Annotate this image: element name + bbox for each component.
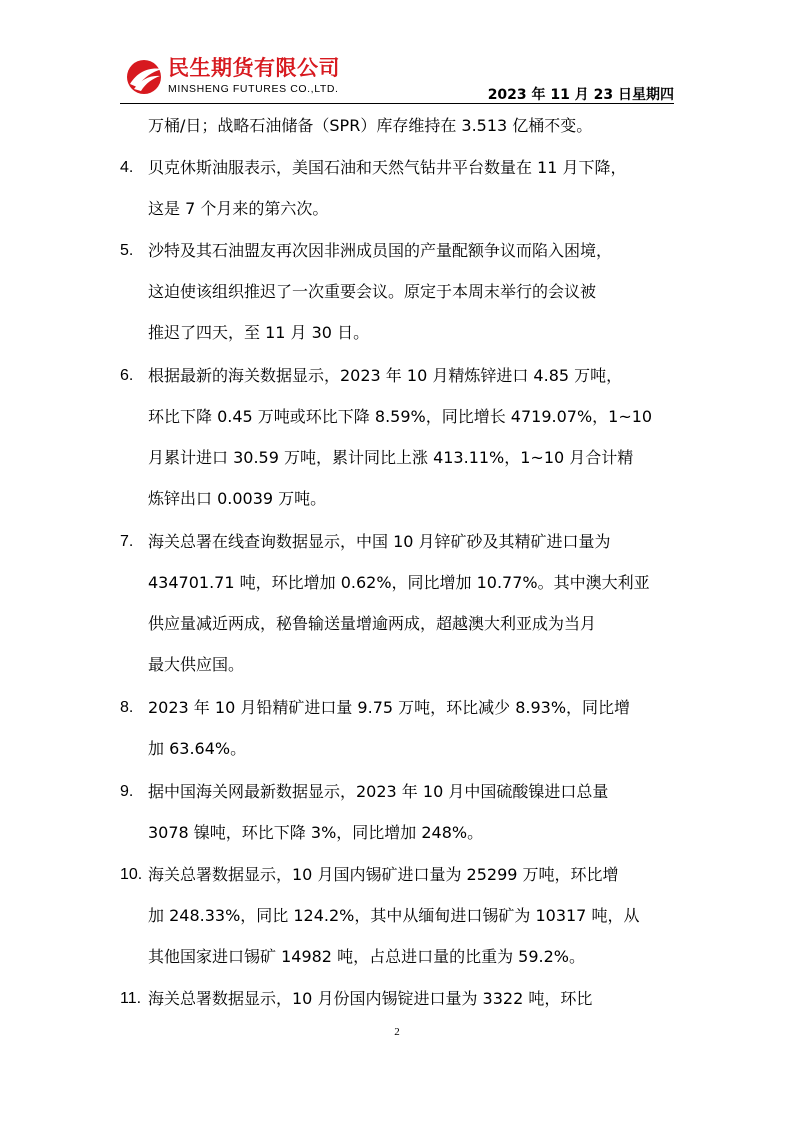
item-line: 加 248.33%，同比 124.2%，其中从缅甸进口锡矿为 10317 吨，从 xyxy=(148,906,640,925)
header-divider xyxy=(120,103,674,104)
item-line: 月累计进口 30.59 万吨，累计同比上涨 413.11%，1~10 月合计精 xyxy=(148,448,634,467)
item-line: 这迫使该组织推迟了一次重要会议。原定于本周末举行的会议被 xyxy=(148,282,597,301)
item-line: 海关总署在线查询数据显示，中国 10 月锌矿砂及其精矿进口量为 xyxy=(148,532,611,551)
item-number: 4. xyxy=(120,159,134,176)
item-line: 3078 镍吨，环比下降 3%，同比增加 248%。 xyxy=(148,823,484,842)
report-date: 2023 年 11 月 23 日星期四 xyxy=(487,87,674,103)
item-line: 海关总署数据显示，10 月国内锡矿进口量为 25299 万吨，环比增 xyxy=(148,865,619,884)
item-line: 炼锌出口 0.0039 万吨。 xyxy=(148,489,327,508)
item-number: 10. xyxy=(120,866,143,883)
item-line: 这是 7 个月来的第六次。 xyxy=(148,199,329,218)
item-line: 其他国家进口锡矿 14982 吨，占总进口量的比重为 59.2%。 xyxy=(148,947,585,966)
company-name-cn: 民生期货有限公司 xyxy=(168,56,340,80)
item-line: 供应量减近两成，秘鲁输送量增逾两成，超越澳大利亚成为当月 xyxy=(148,614,597,633)
item-number: 8. xyxy=(120,699,134,716)
item-line: 贝克休斯油服表示，美国石油和天然气钻井平台数量在 11 月下降， xyxy=(148,158,627,177)
item-line: 2023 年 10 月铅精矿进口量 9.75 万吨，环比减少 8.93%，同比增 xyxy=(148,698,631,717)
company-name-en: MINSHENG FUTURES CO.,LTD. xyxy=(168,83,339,95)
item-line: 最大供应国。 xyxy=(148,655,245,674)
page-header xyxy=(0,0,794,110)
item-line: 据中国海关网最新数据显示，2023 年 10 月中国硫酸镍进口总量 xyxy=(148,782,609,801)
item-line: 万桶/日；战略石油储备（SPR）库存维持在 3.513 亿桶不变。 xyxy=(148,116,593,135)
item-line: 环比下降 0.45 万吨或环比下降 8.59%，同比增长 4719.07%，1~10 xyxy=(148,407,653,426)
item-line: 加 63.64%。 xyxy=(148,739,247,758)
company-logo xyxy=(124,55,364,105)
item-number: 11. xyxy=(120,990,142,1007)
item-line: 海关总署数据显示，10 月份国内锡锭进口量为 3322 吨，环比 xyxy=(148,989,593,1008)
item-line: 沙特及其石油盟友再次因非洲成员国的产量配额争议而陷入困境， xyxy=(148,241,613,260)
item-number: 7. xyxy=(120,533,134,550)
item-number: 9. xyxy=(120,783,134,800)
page-number: 2 xyxy=(394,1026,400,1038)
item-number: 6. xyxy=(120,367,134,384)
item-number: 5. xyxy=(120,242,134,259)
item-line: 434701.71 吨，环比增加 0.62%，同比增加 10.77%。其中澳大利亚 xyxy=(148,573,650,592)
item-line: 推迟了四天，至 11 月 30 日。 xyxy=(148,323,370,342)
minsheng-logo-icon xyxy=(124,57,164,97)
item-line: 根据最新的海关数据显示，2023 年 10 月精炼锌进口 4.85 万吨， xyxy=(148,366,623,385)
